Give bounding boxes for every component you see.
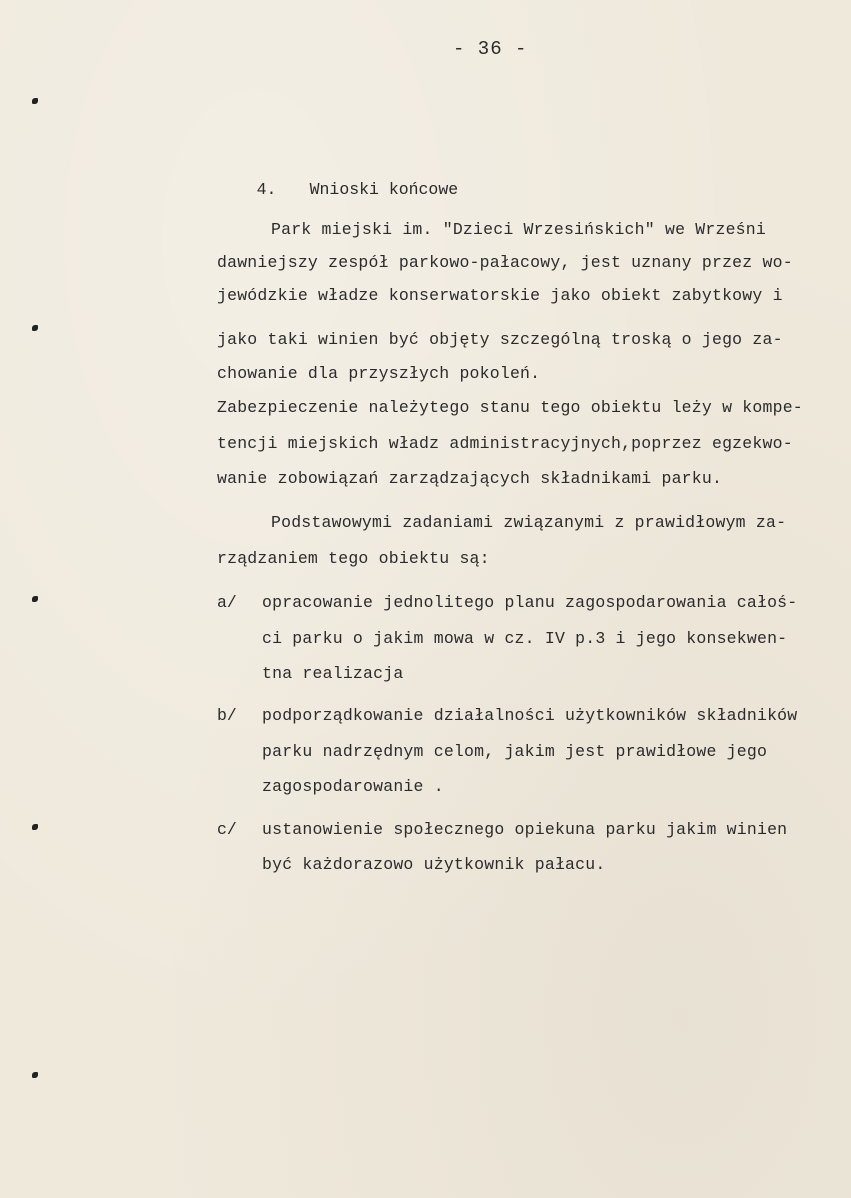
list-item-line: ci parku o jakim mowa w cz. IV p.3 i jego konsekwen- [262,629,788,648]
binder-hole-mark [32,1072,38,1078]
paragraph-line: rządzaniem tego obiektu są: [217,549,490,568]
paragraph-line: tencji miejskich władz administracyjnych,poprzez egzekwo- [217,434,793,453]
list-item-line: tna realizacja [262,664,404,683]
paragraph-line: jako taki winien być objęty szczególną troską o jego za- [217,330,783,349]
list-item-line: opracowanie jednolitego planu zagospodarowania całoś- [262,593,798,612]
binder-hole-mark [32,325,38,331]
section-number: 4. [256,180,277,199]
list-item-line: ustanowienie społecznego opiekuna parku jakim winien [262,820,788,839]
paragraph-line: Podstawowymi zadaniami związanymi z prawidłowym za- [271,513,787,532]
binder-hole-mark [32,596,38,602]
binder-hole-mark [32,824,38,830]
list-item-label: c/ [217,820,237,839]
list-item-line: zagospodarowanie . [262,777,444,796]
list-item-line: podporządkowanie działalności użytkowników składników [262,706,798,725]
paragraph-line: Park miejski im. "Dzieci Wrzesińskich" we Wrześni [271,220,766,239]
paragraph-line: wanie zobowiązań zarządzających składnikami parku. [217,469,723,488]
list-item-line: parku nadrzędnym celom, jakim jest prawidłowe jego [262,742,768,761]
paragraph-line: jewódzkie władze konserwatorskie jako obiekt zabytkowy i [217,286,783,305]
page-number: - 36 - [453,38,528,60]
section-title: Wnioski końcowe [309,180,459,199]
list-item-line: być każdorazowo użytkownik pałacu. [262,855,606,874]
list-item-label: b/ [217,706,237,725]
section-heading [217,161,458,218]
paragraph-line: Zabezpieczenie należytego stanu tego obiektu leży w kompe- [217,398,803,417]
binder-hole-mark [32,98,38,104]
list-item-label: a/ [217,593,237,612]
paragraph-line: dawniejszy zespół parkowo-pałacowy, jest uznany przez wo- [217,253,793,272]
paragraph-line: chowanie dla przyszłych pokoleń. [217,364,541,383]
